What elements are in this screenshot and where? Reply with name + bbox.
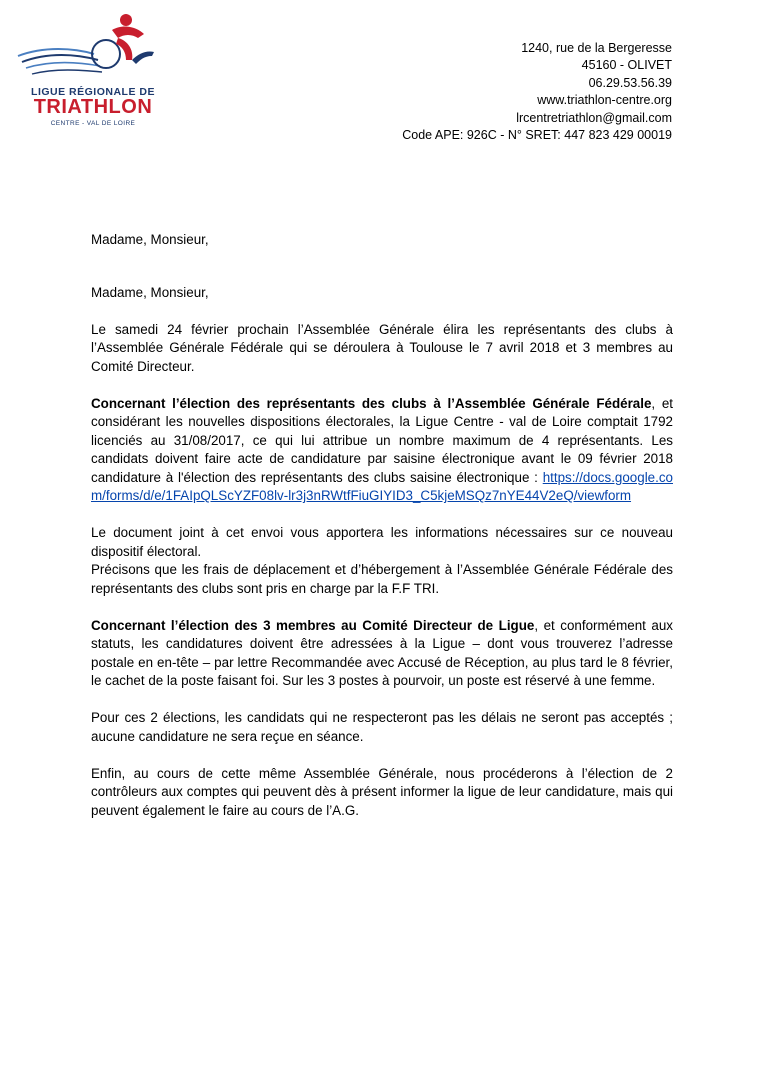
federal-election-heading: Concernant l’élection des représentants des clubs à l’Assemblée Générale Fédérale [91,395,652,411]
letter-body [91,231,673,839]
paragraph-deadlines: Pour ces 2 élections, les candidats qui ne respecteront pas les délais ne seront pas acceptés ; aucune candidature ne sera reçue en séance. [91,710,673,744]
triathlete-logo-icon [14,10,164,90]
address-phone: 06.29.53.56.39 [588,75,672,90]
paragraph-intro: Le samedi 24 février prochain l’Assemblée Générale élira les représentants des clubs à l’Assemblée Générale Fédérale qui se déroulera à Toulouse le 7 avril 2018 et 3 membres au Comité Directeur. [91,321,673,374]
federal-election-text: , et considérant les nouvelles dispositions électorales, la Ligue Centre - val de Loire comptait 1792 licenciés au 31/08/2017, ce qui lui attribue un nombre maximum de 4 représentants. [91,395,674,448]
league-logo [14,10,164,125]
paragraph-document-info [91,524,673,598]
greeting-second: Madame, Monsieur, [91,284,209,300]
address-city: 45160 - OLIVET [581,58,672,73]
paragraph-auditors: Enfin, au cours de cette même Assemblée Générale, nous procéderons à l’élection de 2 contrôleurs aux comptes qui peuvent dès à présent informer la ligue de leur candidature, mais qui peuvent également le faire au cours de l’A.G. [91,765,673,818]
paragraph-federal-election [91,395,673,506]
logo-text-region: CENTRE - VAL DE LOIRE [50,120,136,127]
address-email: lrcentretriathlon@gmail.com [516,110,672,125]
logo-text-triathlon: TRIATHLON [33,96,153,118]
logo-text-league: LIGUE RÉGIONALE DE [31,86,155,98]
address-website: www.triathlon-centre.org [537,93,672,108]
document-info-text: Le document joint à cet envoi vous apportera les informations nécessaires sur ce nouveau dispositif électoral. [91,525,673,559]
candidature-form-link[interactable]: https://docs.google.com/forms/d/e/1FAIpQLScYZF08lv-lr3j3nRWtfFiuGIYID3_C5kjeMSQz7nYE44V2eQ/viewform [91,469,673,503]
greeting-first: Madame, Monsieur, [91,232,209,247]
address-codes: Code APE: 926C - N° SRET: 447 823 429 00019 [402,128,672,143]
sender-address [402,40,672,144]
committee-election-text: , et conformément aux statuts, les candidatures doivent être adressées à la Ligue – dont vous trouverez l’adresse postale en en-tête – par lettre Recommandée avec Accusé de Réception, au plus tard le 8 février, le cachet de la poste faisant foi. Sur les 3 postes à pourvoir, un poste est réservé à une femme. [91,617,673,688]
paragraph-committee-election [91,617,673,691]
address-street: 1240, rue de la Bergeresse [521,41,672,55]
travel-costs-text: Précisons que les frais de déplacement et d’hébergement à l’Assemblée Générale Fédérale des représentants des clubs sont pris en charge par la F.F TRI. [91,562,673,596]
committee-election-heading: Concernant l’élection des 3 membres au Comité Directeur de Ligue [91,617,535,633]
federal-election-deadline: Les candidats doivent faire acte de candidature par saisine électronique avant le 09 février 2018 candidature à l'élection des représentants des clubs saisine électronique : [91,432,673,485]
